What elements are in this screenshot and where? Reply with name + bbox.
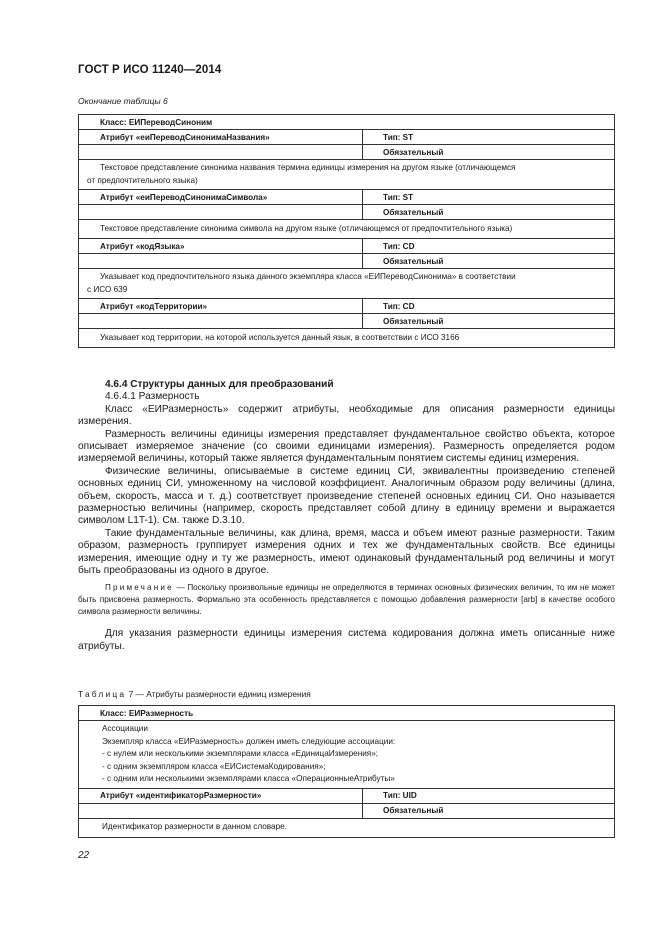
table-row (79, 220, 615, 239)
note-paragraph (78, 582, 615, 619)
attribute-description-cell (79, 329, 615, 348)
table6-class-cell: Класс: ЕИПереводСиноним (79, 115, 615, 130)
attribute-obligation-cell: Обязательный (363, 145, 615, 160)
attribute-description-cell: Идентификатор размерности в данном словаре. (79, 818, 615, 837)
body-paragraph: Физические величины, описываемые в системе единиц СИ, эквивалентны произведению степеней основных единиц СИ, умноженному на числовой коэффициент. Аналогичным образом роду величины (длина, объем, скорость, масса и т. д.) соответствует произведение степеней основных единиц СИ. Оно называется размерностью величины (например, скорость представляет собой длину в единицу времени и выражается символом L1T-1). См. также D.3.10. (78, 465, 615, 527)
table-row (79, 115, 615, 130)
associations-cell (79, 721, 615, 789)
section-4-6-4 (78, 379, 615, 653)
associations-intro: Экземпляр класса «ЕИРазмерность» должен иметь следующие ассоциации: (102, 736, 396, 746)
attribute-description-cell (79, 160, 615, 190)
table7-caption-text: 7 — Атрибуты размерности единиц измерения (126, 689, 311, 699)
section-heading: 4.6.4 Структуры данных для преобразований (105, 379, 334, 390)
page-number: 22 (78, 850, 90, 861)
body-paragraph: Размерность величины единицы измерения представляет фундаментальное свойство объекта, которое описывает измеряемое значение (со своими единицами измерения). Размерность определяется родом измеряемой величины, который также является фундаментальным понятием системы единиц измерения. (78, 428, 615, 465)
note-label: Примечание (105, 582, 174, 592)
table-row (79, 160, 615, 190)
table-row (79, 329, 615, 348)
association-item: - с нулем или несколькими экземплярами класса «ЕдиницаИзмерения»; (102, 749, 379, 758)
table7-class-cell: Класс: ЕИРазмерность (79, 706, 615, 721)
description-line: Указывает код предпочтительного языка данного экземпляра класса «ЕИПереводСинонима» в соответствии (100, 272, 516, 281)
table-row (79, 706, 615, 721)
description-line: Текстовое представление синонима символа на другом языке (отличающемся от предпочтительного языка) (100, 223, 513, 233)
table-row (79, 205, 615, 220)
table7-caption (78, 689, 311, 699)
table-6 (78, 114, 615, 348)
table-7 (78, 705, 615, 838)
table-row (79, 314, 615, 329)
description-line: Указывает код территории, на которой используется данный язык, в соответствии с ИСО 3166 (100, 332, 460, 342)
attribute-type-cell: Тип: ST (363, 130, 615, 145)
table-row (79, 788, 615, 803)
attribute-name-cell: Атрибут «кодЯзыка» (79, 239, 363, 254)
closing-paragraph: Для указания размерности единицы измерения система кодирования должна иметь описанные ниже атрибуты. (78, 628, 615, 652)
attribute-description-cell (79, 220, 615, 239)
attribute-type-cell: Тип: CD (363, 299, 615, 314)
association-item: - с одним или несколькими экземплярами класса «ОперационныеАтрибуты» (102, 774, 395, 783)
body-paragraph: Класс «ЕИРазмерность» содержит атрибуты, необходимые для описания размерности единицы измерения. (78, 403, 615, 428)
attribute-name-cell: Атрибут «еиПереводСинонимаСимвола» (79, 190, 363, 205)
table-row (79, 818, 615, 837)
attribute-obligation-cell: Обязательный (363, 205, 615, 220)
note-text: — Поскольку произвольные единицы не определяются в терминах основных физических величин, то им не может быть присвоена размерность. Формально эта особенность представляется с помощью добавления размерности [arb] в качестве особого символа размерности величины. (78, 582, 615, 617)
association-item: - с одним экземпляром класса «ЕИСистемаКодирования»; (102, 761, 326, 771)
table-row (79, 803, 615, 818)
attribute-type-cell: Тип: CD (363, 239, 615, 254)
table7-caption-label: Таблица (78, 689, 127, 699)
table-row (79, 190, 615, 205)
table-row (79, 239, 615, 254)
attribute-obligation-cell: Обязательный (363, 314, 615, 329)
description-line: от предпочтительного языка) (87, 175, 198, 185)
attribute-type-cell: Тип: UID (363, 788, 615, 803)
table-row (79, 130, 615, 145)
body-paragraph: Такие фундаментальные величины, как длина, время, масса и объем имеют разные размерности. Таким образом, размерность группирует измерения одних и тех же фундаментальных свойств. Все единицы измерения, имеющие одну и ту же размерность, имеют одинаковый фундаментальный род величины и могут быть преобразованы из одного в другое. (78, 527, 615, 577)
attribute-name-cell: Атрибут «еиПереводСинонимаНазвания» (79, 130, 363, 145)
table6-continuation-caption: Окончание таблицы 6 (78, 96, 168, 106)
page-header-title: ГОСТ Р ИСО 11240—2014 (78, 64, 222, 76)
attribute-description-cell (79, 269, 615, 299)
table-row (79, 254, 615, 269)
subsection-heading: 4.6.4.1 Размерность (105, 391, 200, 403)
associations-title: Ассоциации (102, 724, 148, 733)
table-row (79, 269, 615, 299)
attribute-type-cell: Тип: ST (363, 190, 615, 205)
attribute-obligation-cell: Обязательный (363, 803, 615, 818)
attribute-obligation-cell: Обязательный (363, 254, 615, 269)
table-row (79, 299, 615, 314)
attribute-name-cell: Атрибут «идентификаторРазмерности» (79, 788, 363, 803)
attribute-name-cell: Атрибут «кодТерритории» (79, 299, 363, 314)
table-row (79, 145, 615, 160)
description-line: с ИСО 639 (87, 284, 128, 294)
description-line: Текстовое представление синонима названия термина единицы измерения на другом языке (отличающемся (100, 163, 516, 172)
table-row (79, 721, 615, 789)
